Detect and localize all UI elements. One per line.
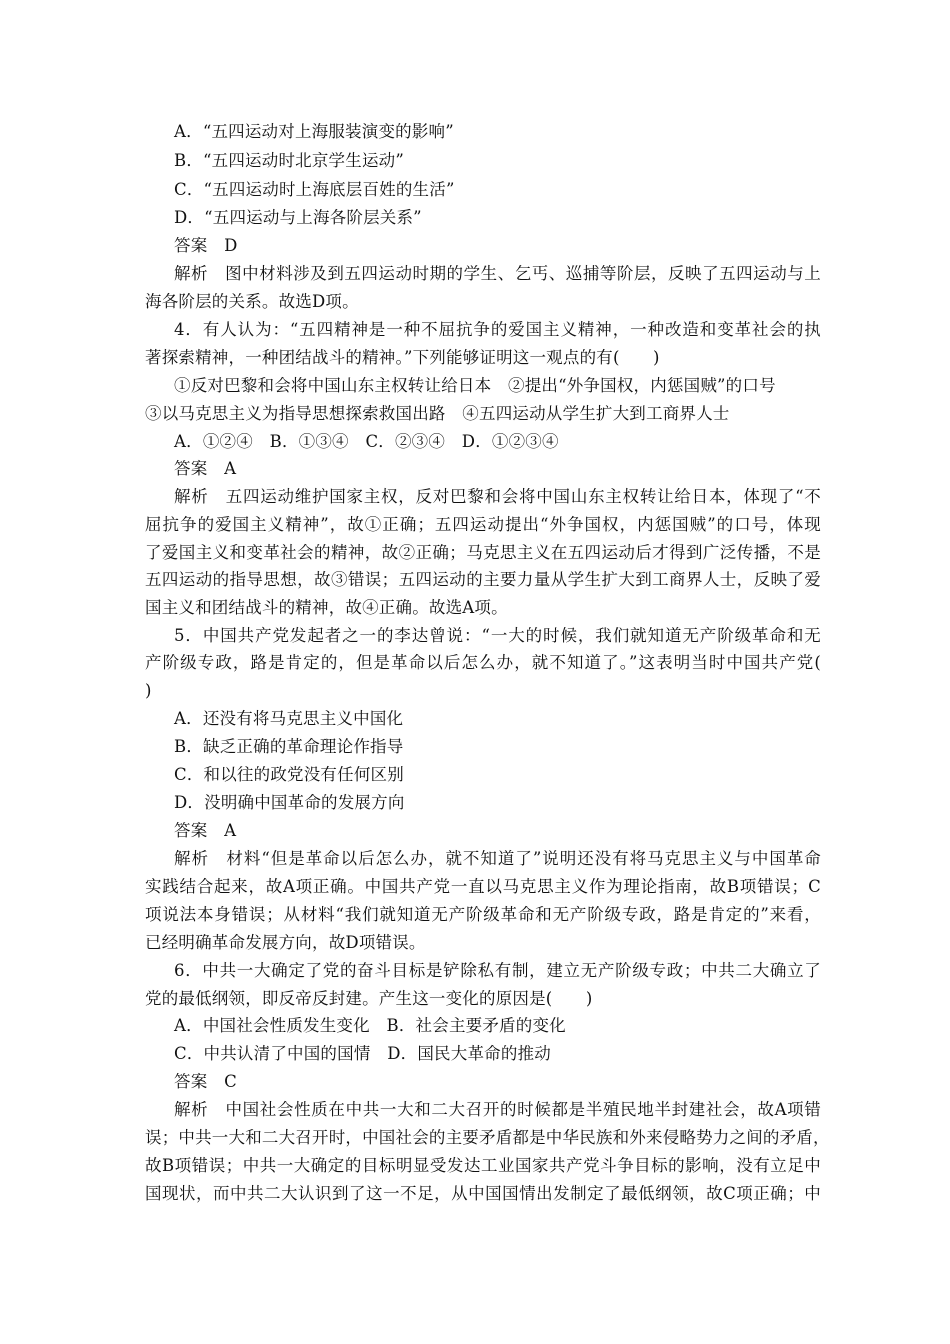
option-c: C．“五四运动时上海底层百姓的生活”: [174, 180, 455, 199]
explanation-line: 海各阶层的关系。故选D项。: [145, 292, 359, 311]
question-6-options: C．中共认清了中国的国情 D．国民大革命的推动: [174, 1044, 551, 1063]
explanation-line: 解析 材料“但是革命以后怎么办，就不知道了”说明还没有将马克思主义与中国革命: [174, 849, 821, 868]
question-6-stem: 6．中共一大确定了党的奋斗目标是铲除私有制，建立无产阶级专政；中共二大确立了: [174, 961, 821, 980]
question-5-stem: ): [145, 681, 152, 700]
question-4-stem: 4．有人认为：“五四精神是一种不屈抗争的爱国主义精神，一种改造和变革社会的执: [174, 320, 821, 339]
explanation-line: 解析 中国社会性质在中共一大和二大召开的时候都是半殖民地半封建社会，故A项错: [174, 1100, 821, 1119]
question-6-options: A．中国社会性质发生变化 B．社会主要矛盾的变化: [174, 1016, 566, 1035]
explanation-line: 已经明确革命发展方向，故D项错误。: [145, 933, 426, 952]
answer: 答案 A: [174, 821, 237, 840]
question-4-items: ③以马克思主义为指导思想探索救国出路 ④五四运动从学生扩大到工商界人士: [145, 404, 730, 423]
explanation-line: 误；中共一大和二大召开时，中国社会的主要矛盾都是中华民族和外来侵略势力之间的矛盾，: [145, 1128, 830, 1147]
explanation-line: 解析 五四运动维护国家主权，反对巴黎和会将中国山东主权转让给日本，体现了“不: [174, 487, 821, 506]
explanation-line: 屈抗争的爱国主义精神”，故①正确；五四运动提出“外争国权，内惩国贼”的口号，体现: [145, 515, 821, 534]
option-c: C．和以往的政党没有任何区别: [174, 765, 404, 784]
answer: 答案 D: [174, 236, 238, 255]
question-4-items: ①反对巴黎和会将中国山东主权转让给日本 ②提出“外争国权，内惩国贼”的口号: [174, 376, 776, 395]
explanation-line: 国现状，而中共二大认识到了这一不足，从中国国情出发制定了最低纲领，故C项正确；中: [145, 1184, 821, 1203]
explanation-line: 解析 图中材料涉及到五四运动时期的学生、乞丐、巡捕等阶层，反映了五四运动与上: [174, 264, 821, 283]
explanation-line: 五四运动的指导思想，故③错误；五四运动的主要力量从学生扩大到工商界人士，反映了爱: [145, 570, 821, 589]
explanation-line: 了爱国主义和变革社会的精神，故②正确；马克思主义在五四运动后才得到广泛传播，不是: [145, 543, 821, 562]
answer: 答案 A: [174, 459, 237, 478]
question-5-stem: 5．中国共产党发起者之一的李达曾说：“一大的时候，我们就知道无产阶级革命和无: [174, 626, 821, 645]
option-b: B．缺乏正确的革命理论作指导: [174, 737, 404, 756]
option-d: D．没明确中国革命的发展方向: [174, 793, 405, 812]
question-5-stem: 产阶级专政，路是肯定的，但是革命以后怎么办，就不知道了。”这表明当时中国共产党(: [145, 653, 821, 672]
question-4-options: A．①②④ B．①③④ C．②③④ D．①②③④: [174, 432, 559, 451]
option-b: B．“五四运动时北京学生运动”: [174, 151, 404, 170]
explanation-line: 实践结合起来，故A项正确。中国共产党一直以马克思主义作为理论指南，故B项错误；C: [145, 877, 821, 896]
question-6-stem: 党的最低纲领，即反帝反封建。产生这一变化的原因是( ): [145, 989, 593, 1008]
answer: 答案 C: [174, 1072, 237, 1091]
question-4-stem: 著探索精神，一种团结战斗的精神。”下列能够证明这一观点的有( ): [145, 348, 660, 367]
option-a: A．还没有将马克思主义中国化: [174, 709, 404, 728]
explanation-line: 国主义和团结战斗的精神，故④正确。故选A项。: [145, 598, 508, 617]
explanation-line: 项说法本身错误；从材料“我们就知道无产阶级革命和无产阶级专政，路是肯定的”来看，: [145, 905, 821, 924]
option-a: A．“五四运动对上海服装演变的影响”: [174, 122, 454, 141]
explanation-line: 故B项错误；中共一大确定的目标明显受发达工业国家共产党斗争目标的影响，没有立足中: [145, 1156, 821, 1175]
option-d: D．“五四运动与上海各阶层关系”: [174, 208, 422, 227]
